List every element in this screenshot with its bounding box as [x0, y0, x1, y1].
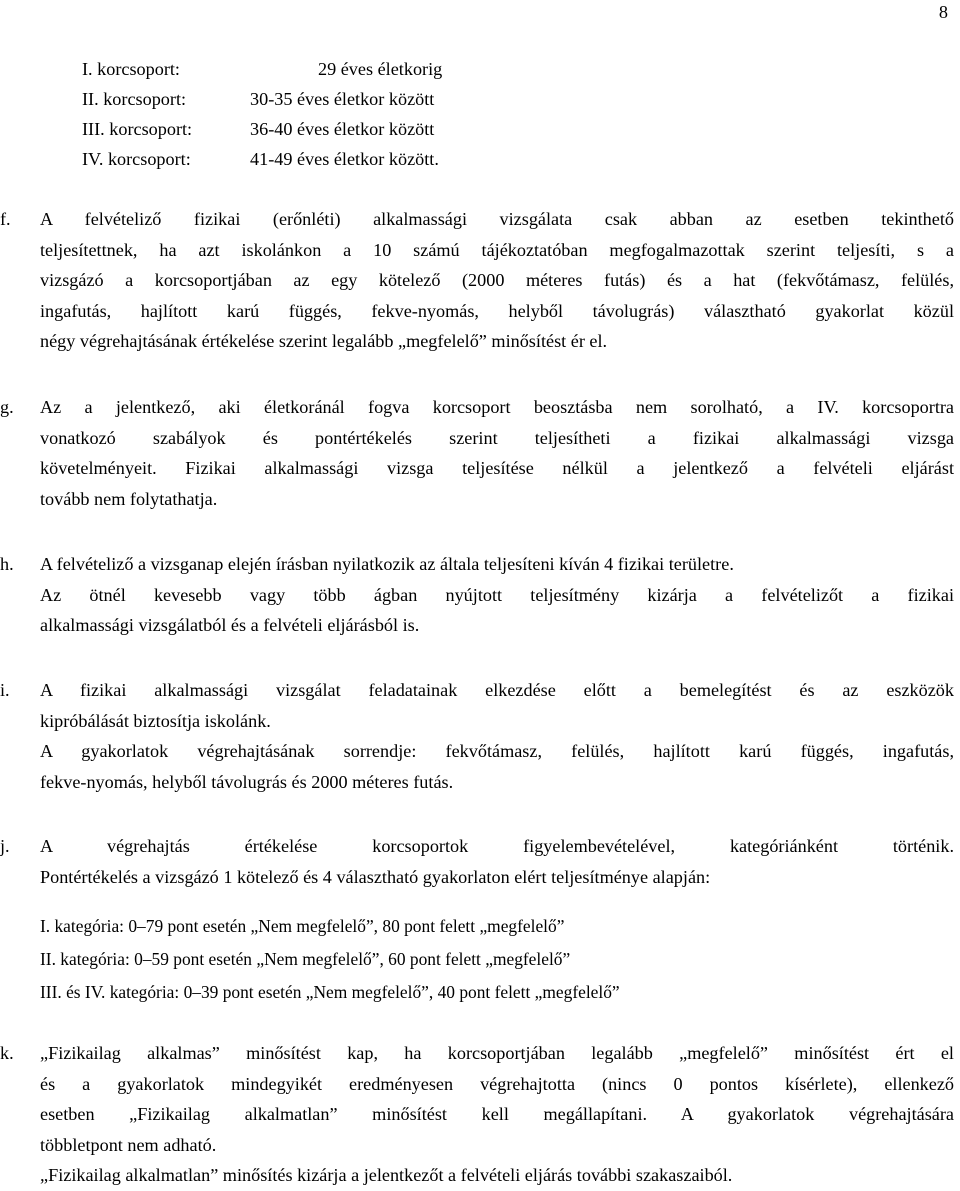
section-marker: k.: [0, 1043, 14, 1063]
section-h: [0, 549, 954, 641]
page-number: 8: [938, 2, 948, 22]
text-line: Pontértékelés a vizsgázó 1 kötelező és 4 választható gyakorlaton elért teljesítménye alapján:: [40, 866, 711, 887]
text-line: A felvételiző fizikai (erőnléti) alkalmassági vizsgálata csak abban az esetben tekinthető: [40, 209, 954, 229]
age-group-value: 41-49 éves életkor között.: [250, 149, 439, 169]
text-line: „Fizikailag alkalmas” minősítést kap, ha korcsoportjában legalább „megfelelő” minősítést ért el: [40, 1043, 954, 1063]
section-marker: h.: [0, 554, 14, 574]
section-marker: f.: [0, 209, 11, 229]
section-marker: j.: [0, 836, 10, 856]
text-line: A felvételiző a vizsganap elején írásban nyilatkozik az általa teljesíteni kíván 4 fizikai területre.: [40, 554, 734, 574]
text-line: Az a jelentkező, aki életkoránál fogva korcsoport beosztásba nem sorolható, a IV. korcsoportra: [40, 397, 954, 417]
text-line: négy végrehajtásának értékelése szerint legalább „megfelelő” minősítést ér el.: [40, 331, 608, 352]
category-item: III. és IV. kategória: 0–39 pont esetén „Nem megfelelő”, 40 pont felett „megfelelő”: [40, 982, 620, 1002]
text-line: ingafutás, hajlított karú függés, fekve-nyomás, helyből távolugrás) választható gyakorlat közül: [40, 300, 954, 321]
category-list: [40, 910, 620, 1009]
text-line: esetben „Fizikailag alkalmatlan” minősítést kell megállapítani. A gyakorlatok végrehajtására: [40, 1104, 954, 1125]
age-group-value: 30-35 éves életkor között: [250, 89, 435, 109]
text-line: A gyakorlatok végrehajtásának sorrendje: fekvőtámasz, felülés, hajlított karú függés, ingafutás,: [40, 741, 954, 762]
age-group-label: IV. korcsoport:: [82, 149, 191, 169]
age-group-label: I. korcsoport:: [82, 59, 180, 79]
section-i: [0, 675, 954, 797]
section-g: [0, 392, 954, 514]
text-line: kipróbálását biztosítja iskolánk.: [40, 710, 271, 731]
text-line: A végrehajtás értékelése korcsoportok figyelembevételével, kategóriánként történik.: [40, 836, 954, 856]
text-line: fekve-nyomás, helyből távolugrás és 2000 méteres futás.: [40, 771, 454, 792]
section-marker: g.: [0, 397, 14, 417]
age-group-row: [82, 84, 442, 114]
text-line: A fizikai alkalmassági vizsgálat feladatainak elkezdése előtt a bemelegítést és az eszközök: [40, 680, 954, 700]
age-group-value: 29 éves életkorig: [318, 59, 443, 79]
age-group-row: [82, 144, 442, 174]
age-group-value: 36-40 éves életkor között: [250, 119, 435, 139]
text-line: teljesítettnek, ha azt iskolánkon a 10 számú tájékoztatóban megfogalmazottak szerint teljesíti, s a: [40, 239, 954, 260]
category-item: II. kategória: 0–59 pont esetén „Nem megfelelő”, 60 pont felett „megfelelő”: [40, 949, 571, 969]
text-line: tovább nem folytathatja.: [40, 488, 218, 509]
age-group-row: [82, 114, 442, 144]
section-f: [0, 204, 954, 357]
text-line: Az ötnél kevesebb vagy több ágban nyújtott teljesítmény kizárja a felvételizőt a fizikai: [40, 584, 954, 605]
text-line: vonatkozó szabályok és pontértékelés szerint teljesítheti a fizikai alkalmassági vizsga: [40, 427, 954, 448]
text-line: és a gyakorlatok mindegyikét eredményesen végrehajtotta (nincs 0 pontos kísérlete), ellenkező: [40, 1073, 954, 1094]
section-marker: i.: [0, 680, 10, 700]
text-line: többletpont nem adható.: [40, 1134, 217, 1155]
age-group-label: III. korcsoport:: [82, 119, 193, 139]
age-group-label: II. korcsoport:: [82, 89, 187, 109]
age-group-list: [82, 54, 442, 174]
age-group-row: [82, 54, 442, 84]
section-k: [0, 1038, 954, 1191]
text-line: követelményeit. Fizikai alkalmassági vizsga teljesítése nélkül a jelentkező a felvételi eljárást: [40, 458, 954, 479]
section-j: [0, 831, 954, 892]
text-line: vizsgázó a korcsoportjában az egy kötelező (2000 méteres futás) és a hat (fekvőtámasz, felülés,: [40, 270, 954, 291]
category-item: I. kategória: 0–79 pont esetén „Nem megfelelő”, 80 pont felett „megfelelő”: [40, 916, 565, 936]
text-line: „Fizikailag alkalmatlan” minősítés kizárja a jelentkezőt a felvételi eljárás további szakaszaiból.: [40, 1165, 733, 1186]
text-line: alkalmassági vizsgálatból és a felvételi eljárásból is.: [40, 615, 420, 636]
